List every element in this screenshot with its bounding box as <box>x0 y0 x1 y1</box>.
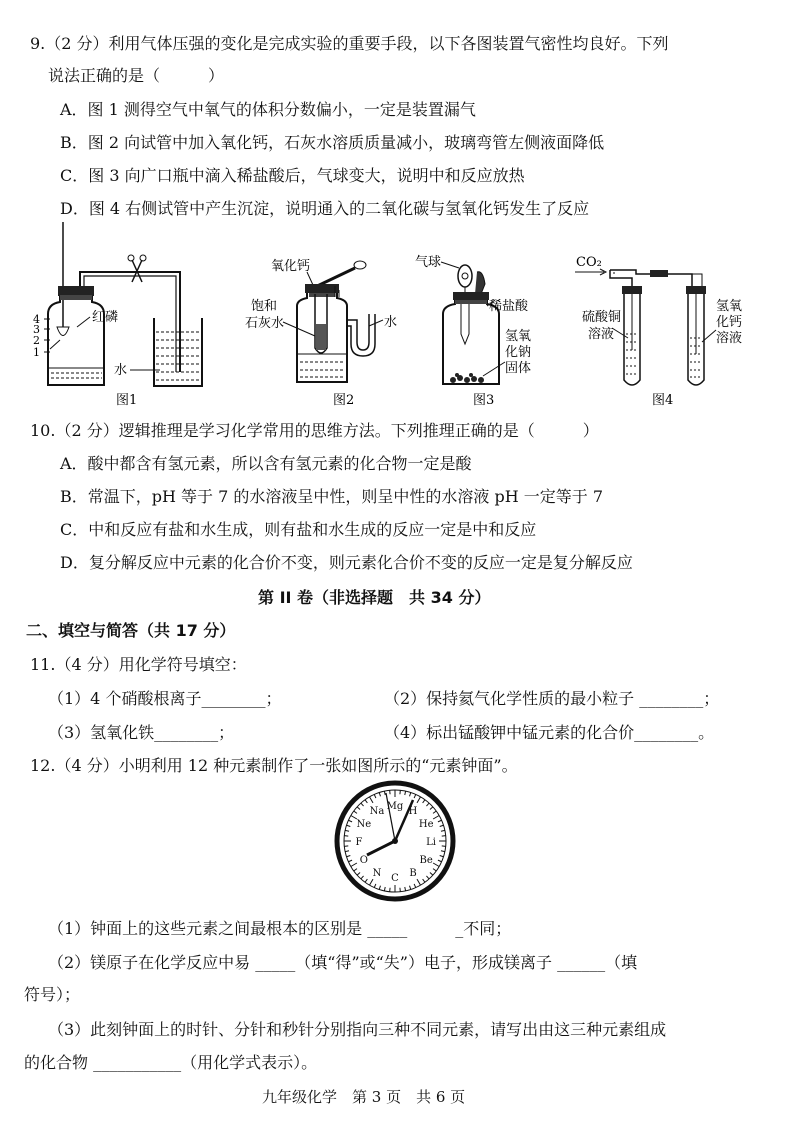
fig3-label-hcl: 稀盐酸 <box>489 299 529 314</box>
q10-option-a: A．酸中都含有氢元素，所以含有氢元素的化合物一定是酸 <box>60 454 472 473</box>
clock-element-b: B <box>409 868 417 880</box>
clock-element-o: O <box>359 855 368 866</box>
fig3-caption: 图3 <box>473 393 495 408</box>
clock-element-li: Li <box>426 837 436 848</box>
fig2-label-lime-2: 石灰水 <box>245 316 285 331</box>
page-footer: 九年级化学 第 3 页 共 6 页 <box>262 1088 466 1106</box>
q10-stem: 10.（2 分）逻辑推理是学习化学常用的思维方法。下列推理正确的是（ ） <box>30 421 599 440</box>
section-2-part-heading: 二、填空与简答（共 17 分） <box>26 621 236 640</box>
clock-element-na: Na <box>369 805 385 817</box>
q11-part-4: （4）标出锰酸钾中锰元素的化合价________。 <box>384 723 715 742</box>
clock-element-ne: Ne <box>356 819 372 830</box>
fig2-label-cao: 氧化钙 <box>271 259 311 274</box>
q12-part-3-line2: 的化合物 ___________（用化学式表示）。 <box>24 1053 318 1072</box>
q11-part-3: （3）氢氧化铁________； <box>48 723 235 742</box>
fig1-scale-2: 2 <box>33 334 40 347</box>
figure-1 <box>30 222 220 407</box>
fig4-label-cuso4-1: 硫酸铜 <box>582 310 622 325</box>
fig2-label-lime-1: 饱和 <box>251 299 278 314</box>
q11-stem: 11.（4 分）用化学符号填空： <box>30 655 247 674</box>
clock-element-n: N <box>372 868 382 880</box>
fig3-label-naoh-3: 固体 <box>505 361 532 376</box>
fig4-label-cuso4-2: 溶液 <box>588 327 615 342</box>
fig2-label-water: 水 <box>384 315 398 330</box>
q9-option-b: B．图 2 向试管中加入氧化钙，石灰水溶质质量减小，玻璃弯管左侧液面降低 <box>60 133 605 152</box>
q9-option-d: D．图 4 右侧试管中产生沉淀，说明通入的二氧化碳与氢氧化钙发生了反应 <box>60 199 590 218</box>
fig3-label-naoh-1: 氢氧 <box>505 329 532 344</box>
q12-stem: 12.（4 分）小明利用 12 种元素制作了一张如图所示的“元素钟面”。 <box>30 756 518 775</box>
figure-2 <box>245 250 405 408</box>
figure-3 <box>405 250 545 408</box>
fig2-caption: 图2 <box>333 393 355 408</box>
q9-stem-line1: 9.（2 分）利用气体压强的变化是完成实验的重要手段，以下各图装置气密性均良好。下列 <box>30 34 669 53</box>
q9-stem-line2: 说法正确的是（ ） <box>48 66 225 85</box>
fig1-caption: 图1 <box>116 393 138 407</box>
clock-element-h: H <box>408 805 418 817</box>
fig3-label-balloon: 气球 <box>415 255 442 270</box>
q10-option-d: D．复分解反应中元素的化合价不变，则元素化合价不变的反应一定是复分解反应 <box>60 553 633 572</box>
q10-option-c: C．中和反应有盐和水生成，则有盐和水生成的反应一定是中和反应 <box>60 520 537 539</box>
fig4-label-caoh-2: 化钙 <box>716 315 743 330</box>
q12-part-3-line1: （3）此刻钟面上的时针、分针和秒针分别指向三种不同元素，请写出由这三种元素组成 <box>48 1020 667 1039</box>
fig1-scale-1: 1 <box>33 346 40 359</box>
q9-option-a: A．图 1 测得空气中氧气的体积分数偏小，一定是装置漏气 <box>60 100 476 119</box>
fig3-label-naoh-2: 化钠 <box>505 345 532 360</box>
fig1-scale-4: 4 <box>33 313 40 326</box>
clock-element-c: C <box>391 873 399 884</box>
fig1-label-water: 水 <box>114 363 128 378</box>
clock-element-mg: Mg <box>386 801 404 812</box>
q11-part-2: （2）保持氦气化学性质的最小粒子 ________； <box>384 689 720 708</box>
q12-part-2-line1: （2）镁原子在化学反应中易 _____（填“得”或“失”）电子，形成镁离子 ______（填 <box>48 953 638 972</box>
q11-part-1: （1）4 个硝酸根离子________； <box>48 689 282 708</box>
q12-part-1: （1）钟面上的这些元素之间最根本的区别是 _____ _不同； <box>48 919 512 938</box>
fig1-label-phosphorus: 红磷 <box>92 310 119 325</box>
q12-part-2-line2: 符号）； <box>24 985 81 1004</box>
figure-4 <box>570 250 790 408</box>
section-2-title: 第 II 卷（非选择题 共 34 分） <box>258 588 491 607</box>
clock-element-f: F <box>355 837 363 848</box>
fig4-caption: 图4 <box>652 393 674 408</box>
fig1-scale-3: 3 <box>33 323 40 336</box>
clock-element-be: Be <box>419 855 433 866</box>
fig4-label-caoh-1: 氢氧 <box>716 299 743 314</box>
fig4-label-co2: CO₂ <box>576 255 602 270</box>
fig4-label-caoh-3: 溶液 <box>716 331 743 346</box>
q9-option-c: C．图 3 向广口瓶中滴入稀盐酸后，气球变大，说明中和反应放热 <box>60 166 525 185</box>
q10-option-b: B．常温下，pH 等于 7 的水溶液呈中性，则呈中性的水溶液 pH 一定等于 7 <box>60 487 604 506</box>
element-clock <box>325 780 465 902</box>
clock-element-he: He <box>418 819 434 830</box>
